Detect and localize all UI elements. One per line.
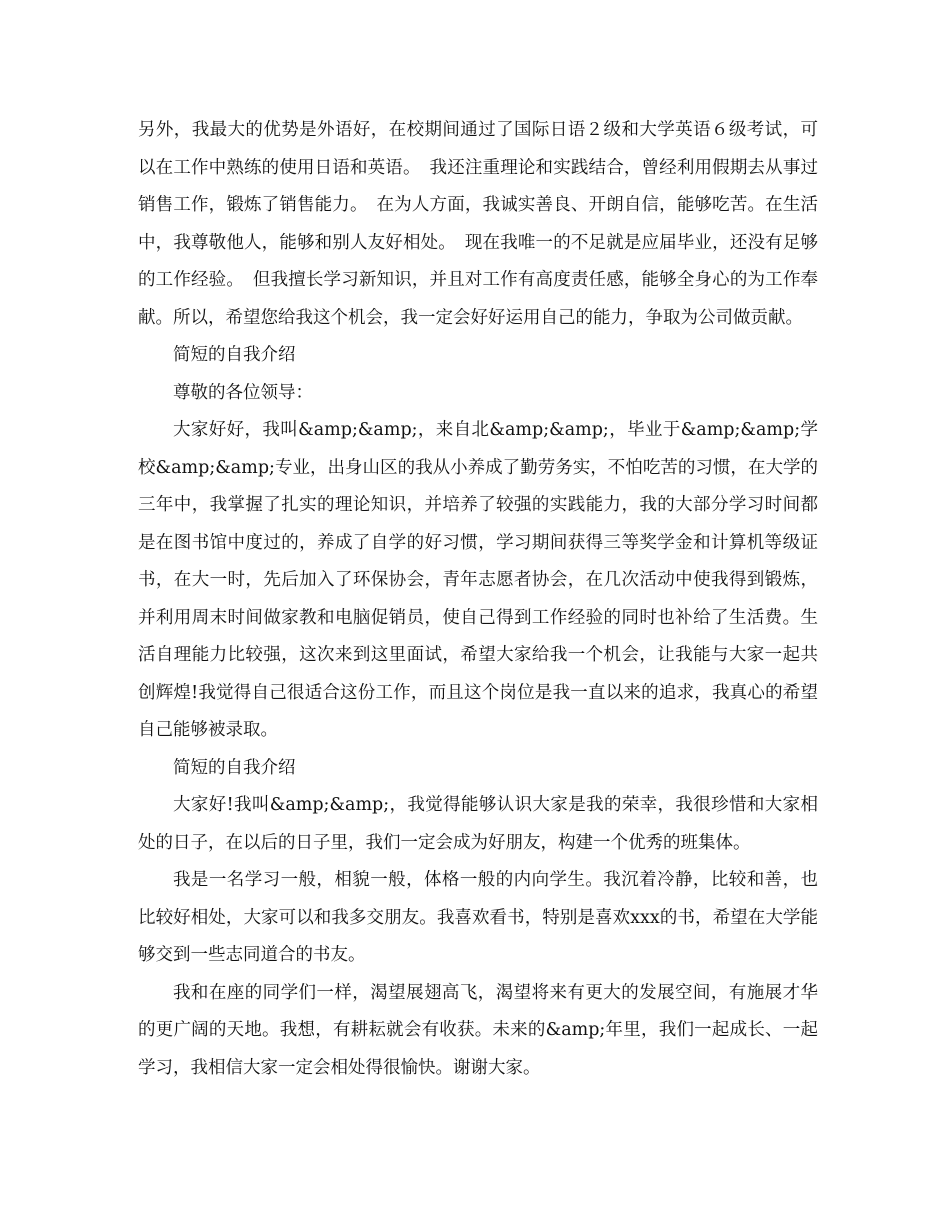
paragraph-greeting: 大家好!我叫&amp;&amp;，我觉得能够认识大家是我的荣幸，我很珍惜和大家相处的日子，在以后的日子里，我们一定会成为好朋友，构建一个优秀的班集体。 [138, 795, 818, 853]
document-page [138, 112, 818, 1087]
paragraph-language-skills: 另外，我最大的优势是外语好，在校期间通过了国际日语２级和大学英语６级考试，可以在工作中熟练的使用日语和英语。 我还注重理论和实践结合，曾经利用假期去从事过销售工作，锻炼了销售能力。 在为人方面，我诚实善良、开朗自信，能够吃苦。在生活中，我尊敬他人，能够和别人友好相处。 现在我唯一的不足就是应届毕业，还没有足够的工作经验。 但我擅长学习新知识，并且对工作有高度责任感，能够全身心的为工作奉献。所以，希望您给我这个机会，我一定会好好运用自己的能力，争取为公司做贡献。 [138, 120, 818, 328]
paragraph-closing: 我和在座的同学们一样，渴望展翅高飞，渴望将来有更大的发展空间，有施展才华的更广阔的天地。我想，有耕耘就会有收获。未来的&amp;年里，我们一起成长、一起学习，我相信大家一定会相处得很愉快。谢谢大家。 [138, 982, 818, 1078]
paragraph-personality: 我是一名学习一般，相貌一般，体格一般的内向学生。我沉着冷静，比较和善，也比较好相处，大家可以和我多交朋友。我喜欢看书，特别是喜欢xxx的书，希望在大学能够交到一些志同道合的书友。 [138, 870, 818, 965]
salutation: 尊敬的各位领导： [173, 382, 313, 403]
section-heading-intro-2: 简短的自我介绍 [173, 757, 296, 778]
paragraph-interview-intro: 大家好好，我叫&amp;&amp;，来自北&amp;&amp;，毕业于&amp;&amp;学校&amp;&amp;专业，出身山区的我从小养成了勤劳务实，不怕吃苦的习惯，在大学的三年中，我掌握了扎实的理论知识，并培养了较强的实践能力，我的大部分学习时间都是在图书馆中度过的，养成了自学的好习惯，学习期间获得三等奖学金和计算机等级证书，在大一时，先后加入了环保协会，青年志愿者协会，在几次活动中使我得到锻炼，并利用周末时间做家教和电脑促销员，使自己得到工作经验的同时也补给了生活费。生活自理能力比较强，这次来到这里面试，希望大家给我一个机会，让我能与大家一起共创辉煌!我觉得自己很适合这份工作，而且这个岗位是我一直以来的追求，我真心的希望自己能够被录取。 [138, 420, 818, 740]
section-heading-intro-1: 简短的自我介绍 [173, 345, 296, 365]
